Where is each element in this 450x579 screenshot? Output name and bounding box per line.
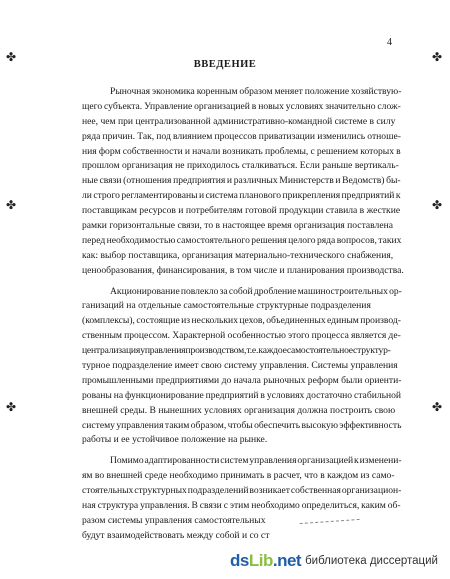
text-line: работы и ее устойчивое положение на рынке. [82, 434, 268, 446]
text-line: ганизаций на отдельные самостоятельные структурные подразделения [82, 300, 371, 312]
text-line: ряда причин. Так, под влиянием процессов приватизации изменились отноше- [82, 130, 401, 142]
text-line: рамки горизонтальные связи, то в настоящее время организация поставлена [82, 220, 393, 232]
text-line: перед необходимостью самостоятельного решения целого ряда вопросов, таких [82, 234, 402, 246]
text-line: прошлом организация не приходилось сталкиваться. Если раньше вертикаль- [82, 160, 399, 172]
text-line: (комплексы), состоящие из нескольких цехов, объединенных единым производ- [82, 315, 401, 327]
text-line: промышленными предприятиями до начала рыночных реформ были ориенти- [82, 374, 402, 386]
text-line: ная структура управления. В связи с этим необходимо определиться, каким об- [82, 500, 401, 512]
text-line: ли строго регламентированы и система планового прикрепления предприятий к [82, 190, 401, 202]
watermark [226, 549, 442, 573]
text-line: щего субъекта. Управление организацией в новых условиях значительно слож- [82, 100, 401, 112]
text-line: Акционирование повлекло за собой дробление машиностроительных ор- [110, 285, 402, 297]
text-line: рованы на функционирование предприятий в условиях достаточно стабильной [82, 389, 402, 401]
scan-mark-icon: ✤ [432, 198, 443, 212]
document-body [82, 85, 402, 544]
text-line: ям во внешней среде необходимо принимать в расчет, что в каждом из само- [82, 470, 395, 482]
text-line: поставщикам ресурсов и потребителям готовой продукции ставила в жесткие [82, 205, 401, 217]
scan-mark-icon: ✤ [432, 400, 443, 414]
text-line: ственным процессом. Характерной особенностью этого процесса является де- [82, 330, 401, 342]
scan-mark-icon: ✤ [432, 50, 443, 64]
scan-mark-icon: ✤ [6, 50, 17, 64]
watermark-logo: dsLib.net [230, 551, 302, 570]
text-line: внешней среды. В нынешних условиях организация должна построить свою [82, 404, 396, 416]
text-line: будут взаимодействовать между собой и со ст [82, 529, 270, 541]
watermark-caption: библиотека диссертаций [305, 555, 438, 567]
text-line: Помимо адаптированности систем управления организацией к изменени- [110, 455, 402, 467]
text-line: ные связи (отношения предприятия и различных Министерств и Ведомств) бы- [82, 175, 401, 187]
text-line: ния форм собственности и начали возникать проблемы, с решением которых в [82, 145, 401, 157]
text-line: турное подразделение имеет свою систему управления. Системы управления [82, 360, 398, 372]
scan-mark-icon: ✤ [6, 198, 17, 212]
text-line: нее, чем при централизованной административно-командной системе в силу [82, 115, 396, 127]
page-number: 4 [387, 37, 392, 48]
text-line: разом системы управления самостоятельных [82, 514, 266, 526]
text-line: Рыночная экономика коренным образом меняет положение хозяйствую- [110, 86, 402, 97]
text-line: ценообразования, финансирования, в том числе и планирования производства. [82, 264, 404, 276]
text-line: как: выбор поставщика, организация материально-технического снабжения, [82, 249, 394, 261]
page-title: ВВЕДЕНИЕ [193, 59, 257, 70]
text-line: систему управления таким образом, чтобы обеспечить высокую эффективность [82, 419, 402, 431]
scan-mark-icon: ✤ [6, 400, 17, 414]
text-line: централизация управления производством, т.е. каждое самостоятельное структур- [82, 345, 391, 357]
text-line: стоятельных структурных подразделений возникает собственная организацион- [82, 485, 402, 497]
